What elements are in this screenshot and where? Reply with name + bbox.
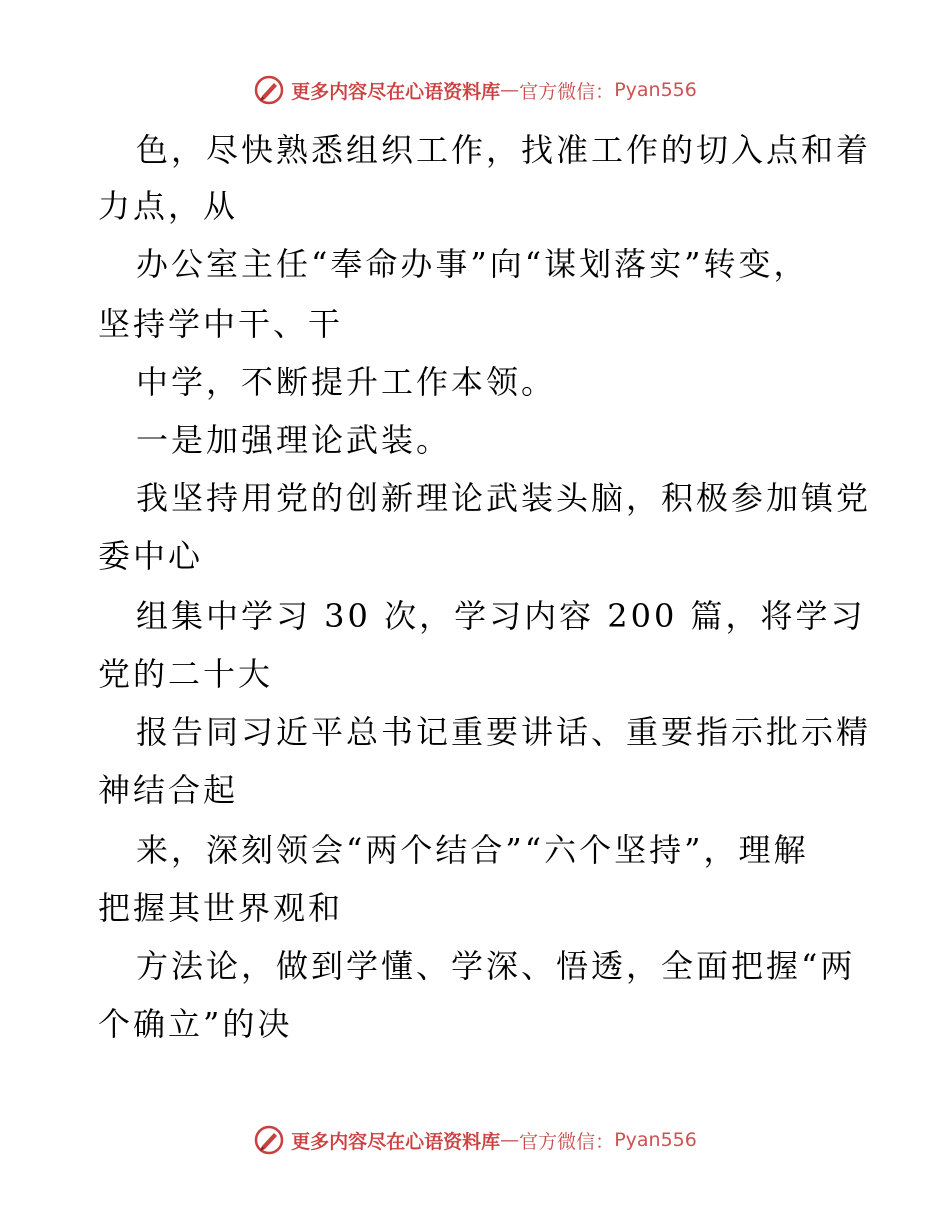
text-line: 办公室主任“奉命办事”向“谋划落实”转变，	[136, 245, 809, 283]
header-banner	[0, 72, 950, 108]
text-line: 把握其世界观和	[98, 889, 344, 927]
text-line: 委中心	[98, 537, 204, 575]
text-line: 力点，从	[98, 187, 239, 225]
text-line: 我坚持用党的创新理论武装头脑，积极参加镇党	[136, 479, 872, 517]
text-line: 神结合起	[98, 771, 239, 809]
pen-logo-icon	[253, 1124, 285, 1156]
footer-site-text: 更多内容尽在心语资料库	[291, 1130, 501, 1153]
text-line: 报告同习近平总书记重要讲话、重要指示批示精	[136, 713, 872, 751]
text-line: 坚持学中干、干	[98, 305, 344, 343]
footer-separator: —	[500, 1129, 520, 1151]
text-line: 组集中学习 30 次，学习内容 200 篇，将学习	[136, 597, 866, 635]
header-wechat-label: 官方微信：	[519, 80, 615, 103]
header-site-text: 更多内容尽在心语资料库	[291, 80, 501, 103]
text-line: 色，尽快熟悉组织工作，找准工作的切入点和着	[136, 131, 872, 169]
text-line: 方法论，做到学懂、学深、悟透，全面把握“两	[136, 947, 856, 985]
text-line: 来，深刻领会“两个结合”“六个坚持”，理解	[136, 831, 809, 869]
text-line: 中学，不断提升工作本领。	[136, 363, 557, 401]
footer-wechat-label: 官方微信：	[519, 1130, 615, 1153]
pen-logo-icon	[253, 74, 285, 106]
text-line: 一是加强理论武装。	[136, 421, 452, 459]
footer-banner	[0, 1122, 950, 1158]
text-line: 党的二十大	[98, 655, 274, 693]
footer-wechat-id: Pyan556	[614, 1129, 697, 1151]
header-separator: —	[500, 79, 520, 101]
text-line: 个确立”的决	[98, 1005, 293, 1043]
header-wechat-id: Pyan556	[614, 79, 697, 101]
